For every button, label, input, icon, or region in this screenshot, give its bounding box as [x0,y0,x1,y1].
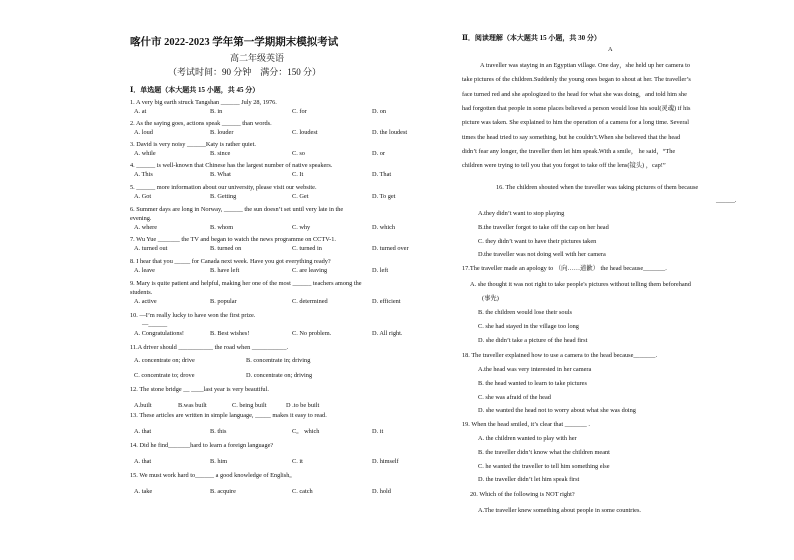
answer-option: A. the children wanted to play with her [478,435,577,442]
answer-option: A. loud [134,129,153,136]
answer-option: A. turned out [134,245,168,252]
answer-option: A. while [134,150,156,157]
question-stem: 4. ______ is well-known that Chinese has the largest number of native speakers. [130,162,333,169]
answer-option: D. turned over [372,245,409,252]
passage-line: picture was taken. She explained to him the operation of a camera for a long time. Several [462,119,689,127]
question-stem: 3. David is very noisy ______Katy is rather quiet. [130,141,256,148]
answer-option: C. Get [292,193,309,200]
passage-line: A traveller was staying in an Egyptian village. One day，she held up her camera to [480,62,691,69]
passage-line: children were trying to tell you that you forgot to take off the lens(镜头) ，cap!” [462,162,666,170]
answer-option: C。 which [292,428,320,435]
answer-option: B. the children would lose their souls [478,309,572,316]
question-stem: 13. These articles are written in simple language, _____ makes it easy to read. [130,412,327,419]
answer-option: A. active [134,298,157,305]
answer-option: A. she thought it was not right to take people's pictures without telling them beforehand [470,281,691,288]
answer-option: B. concentrate in; driving [246,357,311,364]
answer-option: (事先) [482,295,499,302]
answer-option: D.the traveller was not doing well with her camera [478,251,606,259]
question-stem: 12. The stone bridge __ ____last year is very beautiful. [130,386,269,393]
question-stem: 9. Mary is quite patient and helpful, making her one of the most ______ teachers among the [130,280,362,287]
question-blank: ______. [716,197,737,204]
question-stem-continued: students. [130,289,153,296]
question-stem: 19. When the head smiled, it’s clear that _______ . [462,421,590,428]
question-stem: 11.A driver should ___________ the road when ___________. [130,344,289,351]
question-stem: 5. ______ more information about our university, please visit our website. [130,184,317,191]
answer-option: A. take [134,488,153,495]
question-stem-continued: evening. [130,215,152,222]
answer-option: B. the traveller didn’t know what the children meant [478,448,610,456]
answer-option: C. catch [292,488,313,495]
answer-option: D. himself [372,458,399,465]
answer-option: C. for [292,108,307,115]
question-stem: 6. Summer days are long in Norway, ______ the sun doesn’t set until very late in the [130,206,344,213]
question-stem: 10. —I’m really lucky to have won the first prize. [130,312,256,319]
answer-option: C. why [292,224,311,231]
answer-option: A. This [134,171,153,178]
answer-option: B. in [210,108,223,115]
answer-option: D. hold [372,488,391,495]
answer-option: D. she wanted the head not to worry about what she was doing [478,407,636,415]
answer-option: A.The traveller knew something about people in some countries. [478,507,641,514]
question-stem: 20. Which of the following is NOT right? [470,491,575,498]
answer-option: B. whom [210,224,234,231]
answer-option: A. where [134,224,158,231]
answer-option: A. Congratulations! [134,330,185,337]
question-stem: 7. Wu Yue _______ the TV and began to watch the news programme on CCTV-1. [130,236,336,243]
answer-option: C. he wanted the traveller to tell him something else [478,462,610,470]
passage-line: take pictures of the children.Suddenly the young ones began to shout at her. The traveller’s [462,76,691,84]
answer-option: C. concentrate to; drove [134,372,195,379]
question-stem: 18. The traveller explained how to use a camera to the head because_______. [462,352,658,359]
section1-heading: Ⅰ．单选题（本大题共 15 小题，共 45 分） [130,86,260,94]
answer-option: D. she didn’t take a picture of the head first [478,337,588,344]
answer-option: D. concentrate on; driving [246,372,313,379]
answer-option: D. left [372,267,389,274]
answer-option: A. concentrate on; drive [134,357,195,364]
answer-option: B. this [210,428,227,435]
answer-option: B. him [210,458,228,465]
exam-title: 喀什市 2022-2023 学年第一学期期末模拟考试 [130,37,339,48]
passage-letter: A [608,46,613,53]
answer-option: C. turned in [292,245,322,252]
answer-option: C. they didn’t want to have their pictures taken [478,237,597,245]
question-stem: 15. We must work hard to______ a good knowledge of English。 [130,472,296,479]
answer-option: D .to be built [286,402,320,409]
answer-option: B.was built [178,402,207,409]
answer-option: A.they didn’t want to stop playing [478,210,565,217]
answer-option: C. It [292,171,304,178]
section2-heading: Ⅱ．阅读理解（本大题共 15 小题，共 30 分） [462,34,601,42]
answer-option: C. she had stayed in the village too long [478,323,579,330]
exam-info: （考试时间：90 分钟 满分：150 分） [168,67,322,77]
question-stem: 17.The traveller made an apology to （向……道歉） the head because_______. [462,265,667,272]
answer-option: D. on [372,108,386,115]
question-stem: 16. The children shouted when the traveller was taking pictures of them because [496,184,699,191]
answer-option: C. being built [232,402,267,409]
answer-option: D. which [372,224,396,231]
answer-option: D. efficient [372,298,401,305]
answer-option: D. it [372,428,384,435]
answer-option: D. That [372,171,392,178]
answer-option: C. it [292,458,303,465]
question-stem: 2. As the saying goes, actions speak ______ than words. [130,120,272,127]
answer-option: A. that [134,428,152,435]
answer-option: B.the traveller forgot to take off the cap on her head [478,223,609,231]
answer-option: B. popular [210,298,237,305]
answer-option: C. No problem. [292,330,332,337]
answer-option: C. so [292,150,305,157]
answer-option: A. at [134,108,147,115]
answer-option: A. leave [134,267,155,274]
question-stem: 1. A very big earth struck Tangshan ______ July 28, 1976. [130,99,277,106]
answer-option: B. acquire [210,488,236,495]
answer-option: A.the head was very interested in her camera [478,366,592,373]
question-stem: 14. Did he find_______hard to learn a foreign language? [130,442,274,449]
passage-line: didn’t fear any longer, the traveller then let him speak.With a smile， he said，“The [462,147,676,155]
answer-option: C. loudest [292,129,318,136]
answer-option: B. since [210,150,231,157]
answer-option: B. the head wanted to learn to take pictures [478,379,587,387]
passage-line: had forgotten that people in some places believed a person would lose his soul(灵魂) if his [462,104,691,112]
answer-option: B. Best wishes! [210,330,250,337]
exam-subtitle: 高二年级英语 [230,53,285,63]
answer-option: B. What [210,171,231,178]
answer-option: B. Getting [210,193,237,200]
answer-option: D. the traveller didn’t let him speak first [478,476,580,484]
answer-option: C. she was afraid of the head [478,393,551,401]
question-stem: 8. I hear that you _____ for Canada next week. Have you got everything ready? [130,258,331,265]
answer-option: C. determined [292,298,328,305]
answer-option: A. that [134,458,152,465]
answer-option: D. the loudest [372,129,408,136]
answer-option: C. are leaving [292,267,328,274]
answer-option: A.built [134,402,152,409]
answer-option: D. or [372,150,385,157]
answer-option: B. louder [210,129,234,136]
passage-line: times the head tried to say something, but he couldn’t.When she believed that the head [462,133,681,141]
passage-line: face turned red and she apologized to the head for what she was doing，and told him she [462,90,687,98]
answer-option: B. turned on [210,245,242,252]
answer-option: D. To get [372,193,396,200]
answer-option: B. have left [210,267,240,274]
answer-option: D. All right. [372,330,403,337]
answer-option: A. Got [134,193,152,200]
question-stem-continued: —______ [142,321,168,328]
